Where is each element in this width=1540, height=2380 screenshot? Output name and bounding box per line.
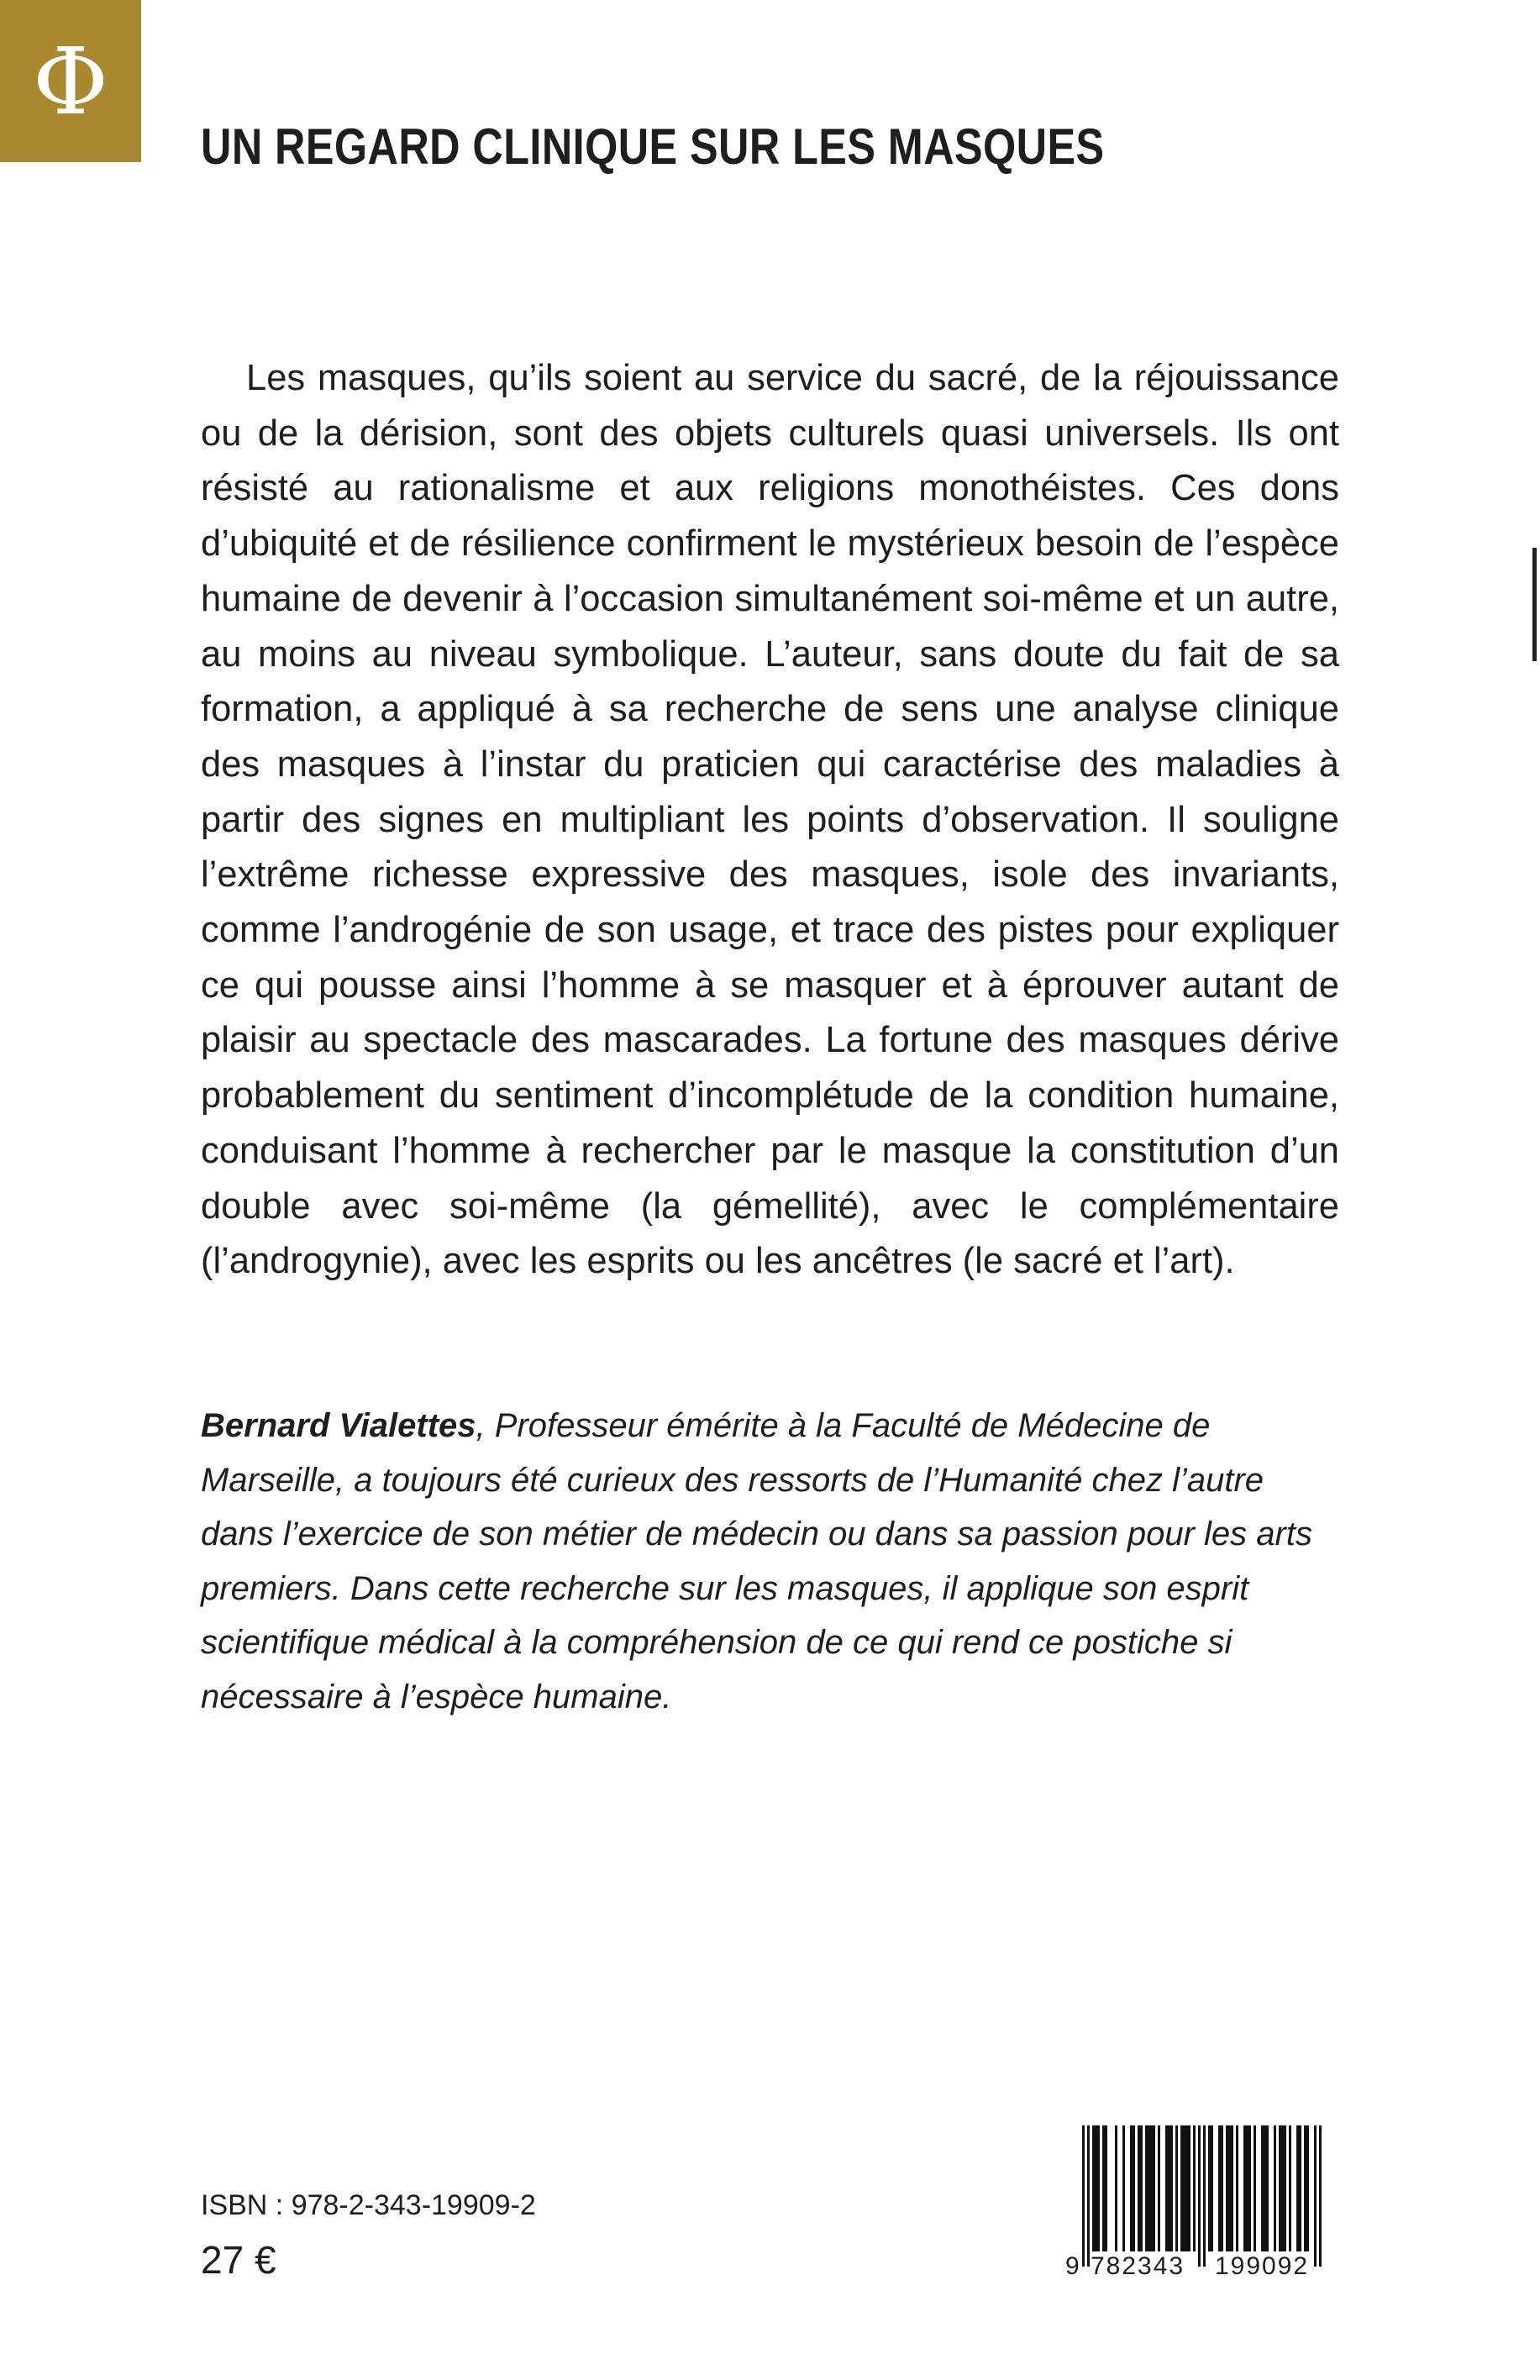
barcode-bar [1150,2125,1153,2251]
author-bio-text: , Professeur émérite à la Faculté de Médecine de Marseille, a toujours été curieux des ressorts de l’Humanité chez l’autre dans l’exercice de son métier de médecin ou dans sa passion pour les arts premiers. Dans cette recherche sur les masques, il applique son esprit scientifique médical à la compréhension de ce qui rend ce postiche si nécessaire à l’espèce humaine. [201,1407,1312,1715]
barcode-bar [1183,2125,1185,2251]
barcode-bar [1274,2125,1276,2251]
barcode-bar [1281,2125,1284,2251]
barcode-bar [1175,2125,1178,2251]
barcode-bar [1145,2125,1148,2251]
barcode-bar [1296,2125,1299,2251]
barcode-bar [1231,2125,1233,2251]
barcode-bar [1092,2125,1095,2251]
barcode-bar [1314,2125,1317,2267]
barcode-bar [1246,2125,1248,2251]
isbn-label: ISBN : 978-2-343-19909-2 [201,2189,536,2221]
barcode-left-digits: 782343 [1091,2252,1185,2280]
barcode-digits [1065,2251,1344,2282]
barcode-bar [1185,2125,1188,2251]
barcode-bar [1082,2125,1085,2267]
barcode-bar [1221,2125,1223,2251]
barcode-bar [1304,2125,1306,2251]
barcode-bar [1226,2125,1228,2251]
barcode-bar [1153,2125,1155,2251]
barcode-bar [1165,2125,1168,2251]
barcode-bar [1138,2125,1140,2251]
barcode-bar [1228,2125,1231,2251]
barcode-bar [1299,2125,1301,2251]
barcode-bar [1279,2125,1281,2251]
barcode-bar [1130,2125,1133,2251]
barcode-bar [1170,2125,1173,2251]
barcode-bar [1148,2125,1150,2251]
barcode-bar [1168,2125,1170,2251]
barcode-bar [1105,2125,1107,2251]
barcode-bar [1208,2125,1211,2251]
author-bio [201,1399,1339,1724]
barcode-bar [1097,2125,1100,2251]
barcode-bars [1065,2125,1344,2267]
barcode-first-digit: 9 [1065,2252,1081,2280]
book-summary: Les masques, qu’ils soient au service du sacré, de la réjouissance ou de la dérision, sont des objets culturels quasi universels. Ils ont résisté au rationalisme et aux religions monothéistes. Ces dons d’ubiquité et de résilience confirment le mystérieux besoin de l’espèce humaine de devenir à l’occasion simultanément soi-même et un autre, au moins au niveau symbolique. L’auteur, sans doute du fait de sa formation, a appliqué à sa recherche de sens une analyse clinique des masques à l’instar du praticien qui caractérise des maladies à partir des signes en multipliant les points d’observation. Il souligne l’extrême richesse expressive des masques, isole des invariants, comme l’androgénie de son usage, et trace des pistes pour expliquer ce qui pousse ainsi l’homme à se masquer et à éprouver autant de plaisir au spectacle des mascarades. La fortune des masques dérive probablement du sentiment d’incomplétude de la condition humaine, conduisant l’homme à rechercher par le masque la constitution d’un double avec soi-même (la gémellité), avec le complémentaire (l’androgynie), avec les esprits ou les ancêtres (le sacré et l’art). [201,358,1339,1282]
barcode-bar [1266,2125,1269,2251]
barcode-bar [1203,2125,1206,2267]
barcode-bar [1236,2125,1238,2251]
book-title: UN REGARD CLINIQUE SUR LES MASQUES [201,118,1105,175]
barcode-right-digits: 199092 [1215,2252,1310,2280]
barcode-bar [1193,2125,1196,2251]
barcode-bar [1095,2125,1097,2251]
barcode-bar [1254,2125,1256,2251]
barcode-bar [1087,2125,1090,2267]
barcode-bar [1158,2125,1160,2251]
author-name: Bernard Vialettes [201,1407,476,1444]
publisher-logo [0,0,141,162]
barcode-bar [1115,2125,1117,2251]
barcode-bar [1248,2125,1251,2251]
barcode-bar [1319,2125,1322,2267]
barcode-bar [1261,2125,1264,2251]
barcode-bar [1211,2125,1213,2251]
barcode-bar [1140,2125,1143,2251]
barcode-bar [1306,2125,1309,2251]
barcode-bar [1243,2125,1246,2251]
barcode-bar [1180,2125,1183,2251]
barcode-bar [1122,2125,1125,2251]
barcode-bar [1289,2125,1291,2251]
barcode [1065,2125,1344,2282]
barcode-bar [1218,2125,1221,2251]
price-label: 27 € [201,2238,276,2282]
barcode-bar [1102,2125,1105,2251]
phi-logo-icon: Φ [32,27,109,135]
barcode-bar [1264,2125,1266,2251]
barcode-bar [1133,2125,1135,2251]
barcode-bar [1284,2125,1286,2251]
spine-edge-mark [1532,548,1537,661]
barcode-bar [1198,2125,1201,2267]
barcode-bar [1188,2125,1190,2251]
